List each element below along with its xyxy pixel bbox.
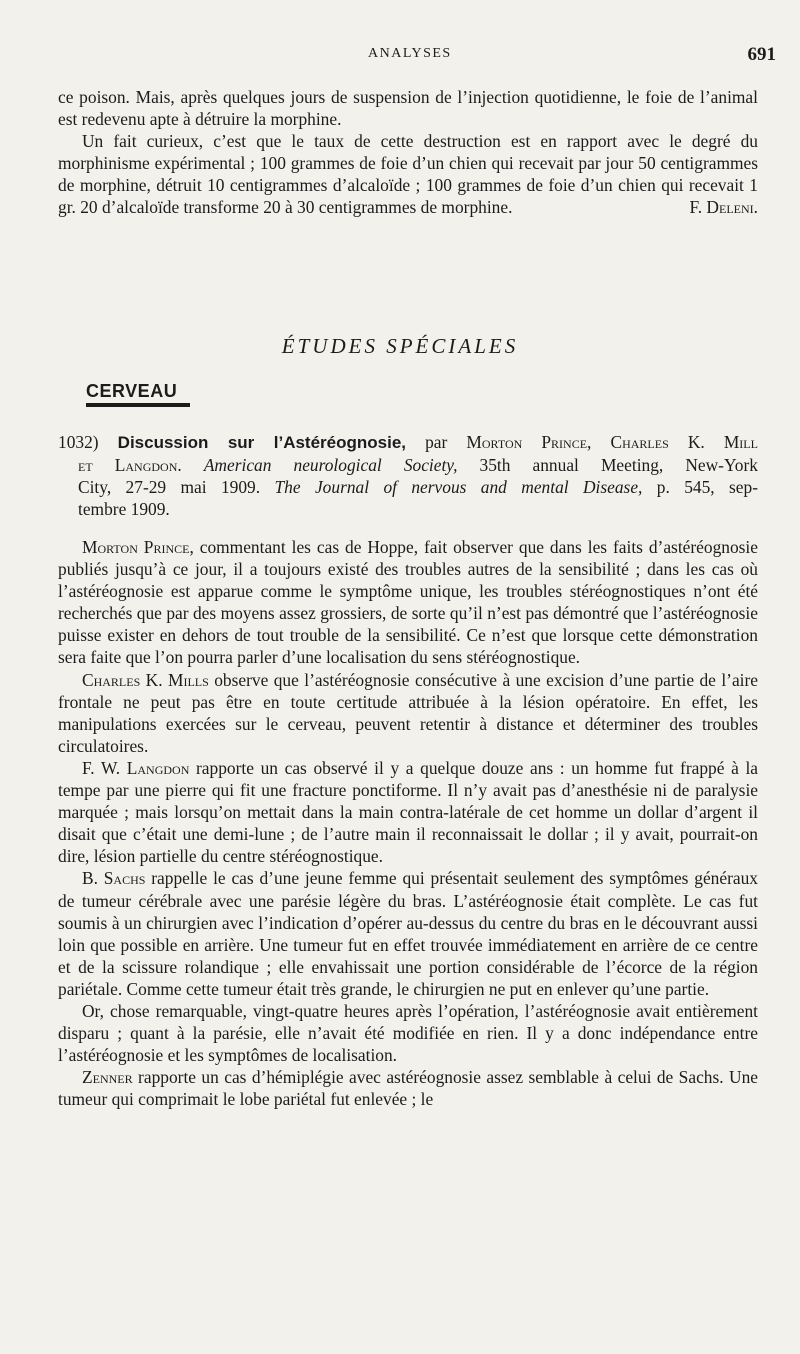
speaker-name: F. W. Langdon [82,757,190,778]
paragraph-text: Or, chose remarquable, vingt-quatre heures après l’opération, l’astéréognosie avait entièrement disparu ; quant à la parésie, elle n’avait été modifiée en rien. Il y a donc indépendance entre l’astéréognosie et les symptômes de localisation. [58,1000,758,1066]
paragraph [58,1066,758,1110]
subsection-underline [86,403,190,407]
running-head [0,44,800,68]
paragraph [58,867,758,1000]
entry-heading-line [58,498,758,520]
paragraph [58,757,758,867]
meeting-date: City, 27-29 mai 1909. [78,477,261,498]
entry-authors: Morton Prince, Charles K. Mill [466,432,758,452]
paragraph-text: rappelle le cas d’une jeune femme qui présentait seulement des symptômes généraux de tumeur cérébrale avec une parésie légère du bras. L’astéréognosie était complète. Le cas fut soumis à un chirurgien avec l’indication d’opérer au-dessus du centre du bras en le découvrant aussi loin que possible en arrière. Une tumeur fut en effet trouvée immédiatement en arrière de ce centre et de la scissure rolandique ; elle envahissait une portion considérable de l’écorce de la région pariétale. Comme cette tumeur était très grande, le chirurgien ne put en enlever qu’une partie. [58,868,758,999]
author-signature: F. Deleni. [689,197,758,218]
speaker-name: Zenner [82,1067,133,1088]
entry-heading-line [58,454,758,476]
publication-month: tembre 1909. [78,499,170,520]
paragraph [58,1000,758,1066]
entry-by: par [425,432,448,452]
entry-heading [58,431,758,520]
speaker-name: Charles K. Mills [82,669,209,690]
abstract-body [58,536,758,1110]
speaker-name: B. Sachs [82,868,146,889]
paragraph-text: Un fait curieux, c’est que le taux de cette destruction est en rapport avec le degré du morphinisme expérimental ; 100 grammes de foie d’un chien qui recevait par jour 50 centigrammes de morphine, détruit 10 centigrammes d’alcaloïde ; 100 grammes de foie d’un chien qui recevait 1 gr. 20 d’alcaloïde transforme 20 à 30 centigrammes de morphine. [58,131,758,218]
entry-title: Discussion sur l’Astéréognosie, [117,433,407,452]
entry-number: 1032) [58,432,99,452]
previous-abstract-continuation [58,86,758,219]
entry-authors: et Langdon. [78,455,182,476]
paragraph [58,669,758,757]
page-number: 691 [747,44,776,65]
running-title: ANALYSES [368,46,452,61]
journal-name: The Journal of nervous and mental Disease, [274,477,643,498]
page-reference: p. 545, sep- [656,477,758,498]
entry-heading-line [58,431,758,454]
paragraph: ce poison. Mais, après quelques jours de suspension de l’injection quotidienne, le foie de l’animal est redevenu apte à détruire la morphine. [58,87,758,130]
paragraph-text: observe que l’astéréognosie consécutive à une excision d’une partie de l’aire frontale ne peut pas être en toute certitude attribuée à la lésion opératoire. En effet, les manipulations exercées sur le cerveau, peuvent retentir à distance et déterminer des troubles circulatoires. [58,669,759,756]
paragraph-text: rapporte un cas d’hémiplégie avec astéréognosie assez semblable à celui de Sachs. Une tumeur qui comprimait le lobe pariétal fut enlevée ; le [58,1067,758,1110]
paragraph [58,130,758,218]
paragraph [58,536,758,669]
journal-name: American neurological Society, [203,455,458,476]
paragraph-text: commentant les cas de Hoppe, fait observer que dans les faits d’astéréognosie publiés jusqu’à ce jour, il a toujours existé des troubles autres de la sensibilité ; dans les cas où l’astéréognosie est apparue comme le symptôme unique, les troubles stéréognostiques n’ont été recherchés que par des moyens assez grossiers, de sorte qu’il n’est pas démontré que l’astéréognosie puisse exister en dehors de tout trouble de la sensibilité. Ce n’est que lorsque cette démonstration sera faite que l’on pourra parler d’une localisation du sens stéréognostique. [58,537,758,668]
paragraph-text: rapporte un cas observé il y a quelque douze ans : un homme fut frappé à la tempe par une pierre qui fit une fracture ponctiforme. Il n’y avait pas d’anesthésie ni de paralysie marquée ; mais lorsqu’on mettait dans la main contra-latérale de cet homme un dollar d’argent il disait que c’était une demi-lune ; de l’autre main il reconnaissait le dollar ; il y avait, pourrait-on dire, lésion partielle du centre stéréognostique. [58,757,758,867]
section-title: ÉTUDES SPÉCIALES [281,334,519,358]
subsection-title: CERVEAU [86,381,178,401]
speaker-name: Morton Prince, [82,537,194,557]
meeting-info: 35th annual Meeting, New-York [479,455,758,476]
entry-heading-line [58,476,758,498]
